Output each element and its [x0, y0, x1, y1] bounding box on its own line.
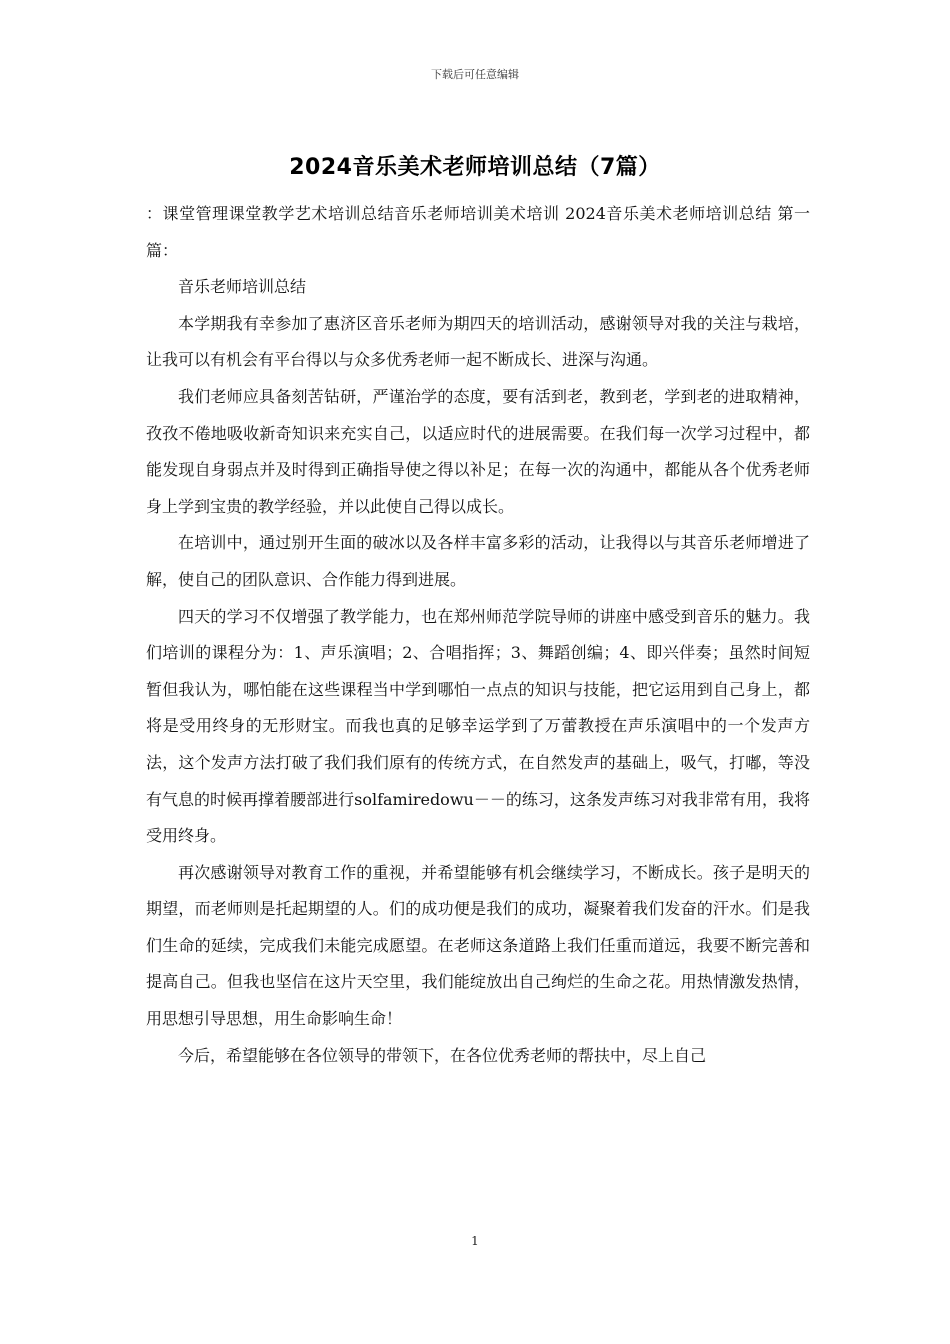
page-number: 1: [471, 1234, 479, 1248]
body-paragraph: 我们老师应具备刻苦钻研，严谨治学的态度，要有活到老，教到老，学到老的进取精神，孜孜不倦地吸收新奇知识来充实自己，以适应时代的进展需要。在我们每一次学习过程中，都能发现自身弱点并及时得到正确指导使之得以补足；在每一次的沟通中，都能从各个优秀老师身上学到宝贵的教学经验，并以此使自己得以成长。: [146, 386, 810, 516]
body-paragraph: 再次感谢领导对教育工作的重视，并希望能够有机会继续学习，不断成长。孩子是明天的期望，而老师则是托起期望的人。们的成功便是我们的成功，凝聚着我们发奋的汗水。们是我们生命的延续，完成我们未能完成愿望。在老师这条道路上我们任重而道远，我要不断完善和提高自己。但我也坚信在这片天空里，我们能绽放出自己绚烂的生命之花。用热情激发热情，用思想引导思想，用生命影响生命！: [146, 862, 810, 1029]
body-paragraph: 本学期我有幸参加了惠济区音乐老师为期四天的培训活动，感谢领导对我的关注与栽培，让我可以有机会有平台得以与众多优秀老师一起不断成长、进深与沟通。: [146, 313, 810, 370]
keywords-paragraph: ：课堂管理课堂教学艺术培训总结音乐老师培训美术培训 2024音乐美术老师培训总结 第一篇：: [146, 204, 810, 260]
body-paragraph: 今后，希望能够在各位领导的带领下，在各位优秀老师的帮扶中，尽上自己: [178, 1045, 707, 1065]
body-paragraph: 在培训中，通过别开生面的破冰以及各样丰富多彩的活动，让我得以与其音乐老师增进了解，使自己的团队意识、合作能力得到进展。: [146, 533, 810, 589]
section-heading: 音乐老师培训总结: [178, 277, 307, 297]
document-body: [146, 196, 810, 1074]
body-paragraph: 四天的学习不仅增强了教学能力，也在郑州师范学院导师的讲座中感受到音乐的魅力。我们培训的课程分为：1、声乐演唱；2、合唱指挥；3、舞蹈创编；4、即兴伴奏；虽然时间短暂但我认为，哪怕能在这些课程当中学到哪怕一点点的知识与技能，把它运用到自己身上，都将是受用终身的无形财宝。而我也真的足够幸运学到了万蕾教授在声乐演唱中的一个发声方法，这个发声方法打破了我们我们原有的传统方式，在自然发声的基础上，吸气，打嘟，等没有气息的时候再撑着腰部进行solfamiredowu－－的练习，这条发声练习对我非常有用，我将受用终身。: [146, 606, 810, 846]
header-note: 下载后可任意编辑: [431, 68, 519, 81]
document-title: 2024音乐美术老师培训总结（7篇）: [289, 155, 661, 180]
